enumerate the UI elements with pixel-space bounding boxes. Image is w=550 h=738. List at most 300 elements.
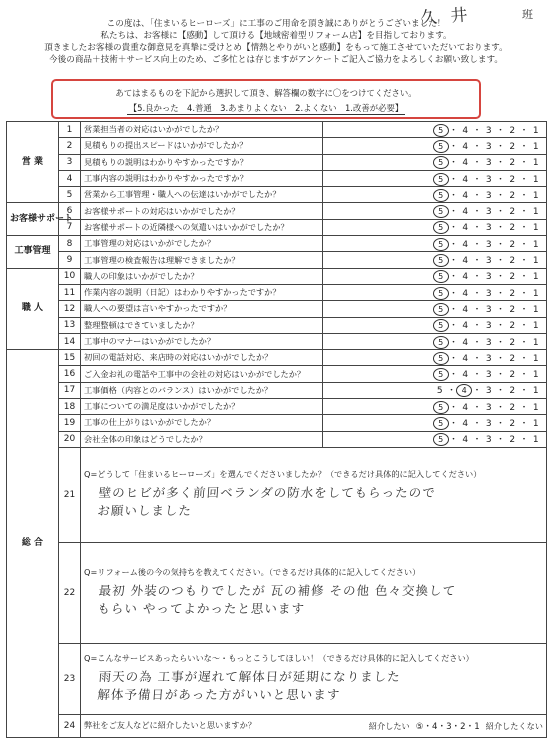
separator: ・ <box>495 239 506 250</box>
separator: ・ <box>472 272 482 283</box>
rating-option[interactable]: 4 <box>462 321 469 332</box>
question-number: 15 <box>59 350 81 366</box>
rating-options <box>323 366 547 382</box>
separator: ・ <box>472 386 482 397</box>
question-text: 職人への要望は言いやすかったですか？ <box>81 301 323 317</box>
question-text: お客様サポートの近隣様への気遣いはいかがでしたか？ <box>81 219 323 235</box>
rating-options <box>323 138 547 154</box>
rating-option[interactable]: 4 <box>462 370 469 381</box>
rating-option[interactable]: 2 <box>509 386 516 397</box>
separator: ・ <box>519 239 529 250</box>
rating-option[interactable]: 5 <box>436 386 444 397</box>
rating-option-selected[interactable]: 5 <box>433 417 449 430</box>
separator: ・ <box>472 239 482 250</box>
handwritten-name: 久 井 <box>419 5 473 29</box>
separator: ・ <box>519 223 529 234</box>
question-number: 18 <box>59 399 81 415</box>
free-answer-cell[interactable] <box>81 447 547 542</box>
rating-option[interactable]: 2 <box>509 125 516 136</box>
separator: ・ <box>448 174 459 185</box>
rating-option-selected[interactable]: 5 <box>433 401 449 414</box>
question-row <box>7 301 547 317</box>
free-answer-row <box>7 447 547 542</box>
separator: ・ <box>448 190 459 201</box>
separator: ・ <box>448 141 459 152</box>
rating-option[interactable]: 3 <box>485 223 493 234</box>
separator: ・ <box>472 158 482 169</box>
rating-option[interactable]: 3 <box>485 386 493 397</box>
rating-option[interactable]: 2 <box>509 353 516 364</box>
question-text: 整理整頓はできていましたか？ <box>81 317 323 333</box>
question-number: 2 <box>59 138 81 154</box>
free-answer-cell[interactable] <box>81 542 547 643</box>
separator: ・ <box>472 353 482 364</box>
question-number: 8 <box>59 236 81 252</box>
question-row <box>7 138 547 154</box>
handwritten-answer <box>97 668 545 704</box>
rating-option[interactable]: 4 <box>462 304 469 315</box>
rating-option[interactable]: 2 <box>509 304 516 315</box>
question-number: 17 <box>59 382 81 398</box>
question-row <box>7 219 547 235</box>
rating-option-selected[interactable]: 5 <box>433 140 449 153</box>
separator: ・ <box>519 418 529 429</box>
question-text: 工事管理の対応はいかがでしたか？ <box>81 236 323 252</box>
rating-option-selected[interactable]: 5 <box>433 254 449 267</box>
rating-scale-box <box>51 79 481 119</box>
rating-option[interactable]: 1 <box>532 288 540 299</box>
separator: ・ <box>519 288 529 299</box>
rating-options <box>323 301 547 317</box>
rating-options <box>323 187 547 203</box>
separator: ・ <box>495 321 506 332</box>
separator: ・ <box>472 435 482 446</box>
question-number: 4 <box>59 170 81 186</box>
separator: ・ <box>448 435 459 446</box>
rating-option-selected[interactable]: 5 <box>433 156 449 169</box>
scale-instruction: あてはまるものを下記から選択して頂き、解答欄の数字に〇をつけてください。 <box>115 88 417 98</box>
rating-option-selected[interactable]: 5 <box>433 336 449 349</box>
question-text: 工事内容の説明はわかりやすかったですか？ <box>81 170 323 186</box>
separator: ・ <box>448 239 459 250</box>
rating-option[interactable]: 1 <box>532 174 540 185</box>
free-answer-cell[interactable] <box>81 643 547 714</box>
rating-option[interactable]: 1 <box>532 304 540 315</box>
separator: ・ <box>472 337 482 348</box>
rating-options <box>323 252 547 268</box>
separator: ・ <box>472 223 482 234</box>
rating-option-selected[interactable]: 5 <box>433 189 449 202</box>
rating-option-selected[interactable]: 5 <box>433 319 449 332</box>
question-text: 工事についての満足度はいかがでしたか？ <box>81 399 323 415</box>
separator: ・ <box>495 207 506 218</box>
question-row <box>7 350 547 366</box>
recommend-left-label: 紹介したい <box>368 720 410 731</box>
separator: ・ <box>495 125 506 136</box>
answer-line: 雨天の為 工事が遅れて解体日が延期になりました <box>98 669 402 685</box>
separator: ・ <box>448 418 459 429</box>
separator: ・ <box>446 386 457 397</box>
rating-option[interactable]: 1 <box>532 190 540 201</box>
separator: ・ <box>448 321 459 332</box>
question-text: 見積もりの提出スピードはいかがでしたか？ <box>81 138 323 154</box>
rating-option[interactable]: 4 <box>462 288 469 299</box>
recommend-cell <box>81 714 547 737</box>
question-number: 5 <box>59 187 81 203</box>
question-number: 1 <box>59 122 81 138</box>
separator: ・ <box>448 402 459 413</box>
rating-option-selected[interactable]: 5 <box>433 238 449 251</box>
separator: ・ <box>519 174 529 185</box>
rating-options <box>323 170 547 186</box>
rating-option[interactable]: 2 <box>509 174 516 185</box>
rating-option[interactable]: 1 <box>532 370 540 381</box>
handwritten-answer <box>97 484 545 520</box>
separator: ・ <box>519 256 529 267</box>
rating-options <box>323 236 547 252</box>
separator: ・ <box>519 435 529 446</box>
rating-option[interactable]: 4 <box>462 125 469 136</box>
rating-option[interactable]: 1 <box>532 141 540 152</box>
separator: ・ <box>448 223 459 234</box>
question-row <box>7 415 547 431</box>
rating-option[interactable]: 2 <box>509 158 516 169</box>
separator: ・ <box>495 223 506 234</box>
question-text: 営業から工事管理・職人への伝達はいかがでしたか？ <box>81 187 323 203</box>
rating-option[interactable]: 2 <box>509 207 516 218</box>
question-number: 12 <box>59 301 81 317</box>
intro-line: この度は、「住まいるヒーローズ」に工事のご用命を頂き誠にありがとうございました！ <box>106 19 446 29</box>
answer-line: お願いしました <box>96 503 193 519</box>
rating-option[interactable]: 2 <box>509 256 516 267</box>
question-number: 22 <box>59 542 81 643</box>
separator: ・ <box>472 288 482 299</box>
rating-option[interactable]: 1 <box>532 386 540 397</box>
rating-option[interactable]: 3 <box>485 370 493 381</box>
question-row <box>7 366 547 382</box>
question-row <box>7 382 547 398</box>
free-answer-row <box>7 542 547 643</box>
rating-options <box>323 122 547 138</box>
rating-option[interactable]: 2 <box>509 190 516 201</box>
free-question-text: Q=こんなサービスあったらいいな〜・もっとこうしてほしい！（できるだけ具体的に記入してください） <box>84 653 474 664</box>
rating-option[interactable]: 4 <box>462 174 469 185</box>
rating-options <box>323 431 547 447</box>
rating-option[interactable]: 3 <box>485 337 493 348</box>
separator: ・ <box>448 272 459 283</box>
category-label: 総 合 <box>7 350 59 738</box>
rating-option[interactable]: 2 <box>509 141 516 152</box>
question-row <box>7 317 547 333</box>
separator: ・ <box>495 353 506 364</box>
separator: ・ <box>495 435 506 446</box>
free-question-text: Q=どうして「住まいるヒーローズ」を選んでくださいましたか？（できるだけ具体的に記入してください） <box>84 469 482 480</box>
separator: ・ <box>519 353 529 364</box>
answer-line: 最初 外装のつもりでしたが 瓦の補修 その他 色々交換して <box>98 583 457 599</box>
rating-options <box>323 154 547 170</box>
separator: ・ <box>472 256 482 267</box>
separator: ・ <box>519 125 529 136</box>
separator: ・ <box>519 158 529 169</box>
category-label: 営 業 <box>7 122 59 203</box>
question-row <box>7 431 547 447</box>
rating-option[interactable]: 2 <box>509 418 516 429</box>
question-text: 見積もりの説明はわかりやすかったですか？ <box>81 154 323 170</box>
separator: ・ <box>495 141 506 152</box>
question-number: 9 <box>59 252 81 268</box>
separator: ・ <box>495 158 506 169</box>
rating-option[interactable]: 3 <box>485 435 493 446</box>
separator: ・ <box>448 337 459 348</box>
rating-option-selected[interactable]: 5 <box>433 221 449 234</box>
rating-option[interactable]: 2 <box>509 272 516 283</box>
separator: ・ <box>519 207 529 218</box>
rating-options <box>323 219 547 235</box>
intro-line: 今後の商品＋技術＋サービス向上のため、ご多忙とは存じますがアンケートご記入ご協力をよろしくお願い致します。 <box>49 55 503 65</box>
separator: ・ <box>472 174 482 185</box>
question-row <box>7 170 547 186</box>
rating-option[interactable]: 2 <box>509 402 516 413</box>
rating-options <box>323 333 547 349</box>
question-text: 作業内容の説明（日記）はわかりやすかったですか？ <box>81 284 323 300</box>
category-label: 工事管理 <box>7 236 59 269</box>
survey-table <box>6 121 547 738</box>
rating-option[interactable]: 2 <box>509 435 516 446</box>
question-number: 19 <box>59 415 81 431</box>
separator: ・ <box>519 304 529 315</box>
separator: ・ <box>472 190 482 201</box>
rating-option-selected[interactable]: 4 <box>456 384 472 397</box>
question-number: 6 <box>59 203 81 219</box>
rating-option[interactable]: 4 <box>462 207 469 218</box>
rating-option-selected[interactable]: 5 <box>433 433 449 446</box>
recommend-right-label: 紹介したくない <box>485 720 543 731</box>
rating-option[interactable]: 1 <box>532 158 540 169</box>
intro-line: 私たちは、お客様に【感動】して頂ける【地域密着型リフォーム店】を目指しております。 <box>100 31 452 41</box>
rating-option[interactable]: 3 <box>485 239 493 250</box>
recommend-scale[interactable]: ⑤・4・3・2・1 <box>415 721 480 732</box>
team-label: 班 <box>522 8 533 21</box>
rating-option-selected[interactable]: 5 <box>433 124 449 137</box>
rating-option[interactable]: 1 <box>532 321 540 332</box>
rating-option[interactable]: 3 <box>485 141 493 152</box>
rating-option[interactable]: 3 <box>485 402 493 413</box>
rating-option[interactable]: 1 <box>532 435 540 446</box>
separator: ・ <box>519 321 529 332</box>
separator: ・ <box>472 370 482 381</box>
rating-option[interactable]: 3 <box>485 288 493 299</box>
question-row <box>7 399 547 415</box>
separator: ・ <box>519 370 529 381</box>
rating-option-selected[interactable]: 5 <box>433 352 449 365</box>
rating-option[interactable]: 3 <box>485 272 493 283</box>
rating-option[interactable]: 3 <box>485 190 493 201</box>
rating-option[interactable]: 4 <box>462 190 469 201</box>
question-text: お客様サポートの対応はいかがでしたか？ <box>81 203 323 219</box>
rating-option-selected[interactable]: 5 <box>433 270 449 283</box>
rating-option[interactable]: 4 <box>462 272 469 283</box>
category-label: お客様サポート <box>7 203 59 236</box>
question-row <box>7 203 547 219</box>
question-text: 会社全体の印象はどうでしたか？ <box>81 431 323 447</box>
rating-option[interactable]: 1 <box>532 256 540 267</box>
answer-line: 解体予備日があった方がいいと思います <box>96 687 341 703</box>
free-question-text: Q=リフォーム後の今の気持ちを教えてください。（できるだけ具体的に記入してください） <box>84 567 421 578</box>
intro-text <box>8 18 544 66</box>
question-number: 14 <box>59 333 81 349</box>
question-text: 営業担当者の対応はいかがでしたか？ <box>81 122 323 138</box>
rating-option[interactable]: 3 <box>485 256 493 267</box>
separator: ・ <box>472 141 482 152</box>
separator: ・ <box>448 207 459 218</box>
rating-option[interactable]: 3 <box>485 418 493 429</box>
rating-options <box>323 268 547 284</box>
rating-options <box>323 350 547 366</box>
rating-option[interactable]: 3 <box>485 321 493 332</box>
separator: ・ <box>495 288 506 299</box>
separator: ・ <box>495 272 506 283</box>
rating-option[interactable]: 3 <box>485 304 493 315</box>
separator: ・ <box>448 370 459 381</box>
rating-option[interactable]: 3 <box>485 207 493 218</box>
separator: ・ <box>495 190 506 201</box>
question-row <box>7 333 547 349</box>
question-text: ご入金お礼の電話や工事中の会社の対応はいかがでしたか？ <box>81 366 323 382</box>
question-text: 職人の印象はいかがでしたか？ <box>81 268 323 284</box>
scale-legend: 【5.良かった 4.普通 3.あまりよくない 2.よくない 1.改善が必要】 <box>128 103 404 113</box>
rating-option[interactable]: 1 <box>532 402 540 413</box>
rating-option[interactable]: 1 <box>532 418 540 429</box>
question-number: 20 <box>59 431 81 447</box>
separator: ・ <box>519 141 529 152</box>
separator: ・ <box>495 418 506 429</box>
rating-option[interactable]: 3 <box>485 158 493 169</box>
separator: ・ <box>472 125 482 136</box>
rating-options <box>323 317 547 333</box>
rating-option[interactable]: 2 <box>509 288 516 299</box>
rating-option[interactable]: 1 <box>532 239 540 250</box>
separator: ・ <box>472 402 482 413</box>
rating-option-selected[interactable]: 5 <box>433 287 449 300</box>
rating-option[interactable]: 4 <box>462 223 469 234</box>
question-row <box>7 268 547 284</box>
question-row <box>7 252 547 268</box>
rating-option[interactable]: 4 <box>462 353 469 364</box>
rating-option[interactable]: 4 <box>462 402 469 413</box>
separator: ・ <box>495 370 506 381</box>
recommend-row <box>7 714 547 737</box>
question-text: 工事の仕上がりはいかがでしたか？ <box>81 415 323 431</box>
rating-option[interactable]: 4 <box>462 418 469 429</box>
separator: ・ <box>519 386 529 397</box>
free-answer-row <box>7 643 547 714</box>
question-row <box>7 236 547 252</box>
category-label: 職 人 <box>7 268 59 349</box>
rating-option-selected[interactable]: 5 <box>433 368 449 381</box>
recommend-question: 弊社をご友人などに紹介したいと思いますか？ <box>84 720 256 731</box>
separator: ・ <box>472 304 482 315</box>
separator: ・ <box>448 158 459 169</box>
rating-options <box>323 382 547 398</box>
question-text: 工事管理の検査報告は理解できましたか？ <box>81 252 323 268</box>
rating-option[interactable]: 1 <box>532 207 540 218</box>
question-row <box>7 284 547 300</box>
rating-option[interactable]: 4 <box>462 256 469 267</box>
separator: ・ <box>495 174 506 185</box>
rating-option[interactable]: 1 <box>532 337 540 348</box>
question-number: 3 <box>59 154 81 170</box>
rating-option-selected[interactable]: 5 <box>433 303 449 316</box>
separator: ・ <box>519 190 529 201</box>
rating-option[interactable]: 4 <box>462 141 469 152</box>
question-number: 24 <box>59 714 81 737</box>
intro-line: 頂きましたお客様の貴重な御意見を真摯に受けとめ【情熱とやりがいと感動】をもって施工させていただいております。 <box>44 43 508 53</box>
rating-option[interactable]: 1 <box>532 353 540 364</box>
rating-options <box>323 399 547 415</box>
separator: ・ <box>519 402 529 413</box>
rating-option[interactable]: 1 <box>532 125 540 136</box>
question-row <box>7 187 547 203</box>
separator: ・ <box>472 207 482 218</box>
rating-option[interactable]: 3 <box>485 125 493 136</box>
separator: ・ <box>495 304 506 315</box>
rating-options <box>323 284 547 300</box>
rating-options <box>323 415 547 431</box>
rating-option-selected[interactable]: 5 <box>433 205 449 218</box>
question-row <box>7 154 547 170</box>
separator: ・ <box>495 256 506 267</box>
rating-option[interactable]: 4 <box>462 337 469 348</box>
separator: ・ <box>448 304 459 315</box>
question-number: 16 <box>59 366 81 382</box>
rating-option[interactable]: 2 <box>509 337 516 348</box>
question-text: 工事中のマナーはいかがでしたか？ <box>81 333 323 349</box>
separator: ・ <box>472 418 482 429</box>
separator: ・ <box>519 337 529 348</box>
separator: ・ <box>495 386 506 397</box>
separator: ・ <box>448 353 459 364</box>
separator: ・ <box>472 321 482 332</box>
rating-option[interactable]: 4 <box>462 158 469 169</box>
question-number: 7 <box>59 219 81 235</box>
answer-line: もらい やってよかったと思います <box>96 601 306 617</box>
rating-option-selected[interactable]: 5 <box>433 173 449 186</box>
rating-option[interactable]: 2 <box>509 223 516 234</box>
rating-option[interactable]: 1 <box>532 223 540 234</box>
question-number: 21 <box>59 447 81 542</box>
question-number: 11 <box>59 284 81 300</box>
rating-option[interactable]: 1 <box>532 272 540 283</box>
rating-option[interactable]: 4 <box>462 435 469 446</box>
rating-option[interactable]: 4 <box>462 239 469 250</box>
separator: ・ <box>495 337 506 348</box>
rating-option[interactable]: 2 <box>509 239 516 250</box>
rating-option[interactable]: 2 <box>509 321 516 332</box>
rating-option[interactable]: 3 <box>485 174 493 185</box>
separator: ・ <box>448 125 459 136</box>
question-number: 10 <box>59 268 81 284</box>
answer-line: 壁のヒビが多く前回ベランダの防水をしてもらったので <box>98 485 437 501</box>
separator: ・ <box>448 256 459 267</box>
question-row <box>7 122 547 138</box>
separator: ・ <box>448 288 459 299</box>
rating-option[interactable]: 3 <box>485 353 493 364</box>
separator: ・ <box>519 272 529 283</box>
question-number: 23 <box>59 643 81 714</box>
question-text: 初回の電話対応、来店時の対応はいかがでしたか？ <box>81 350 323 366</box>
rating-option[interactable]: 2 <box>509 370 516 381</box>
separator: ・ <box>495 402 506 413</box>
